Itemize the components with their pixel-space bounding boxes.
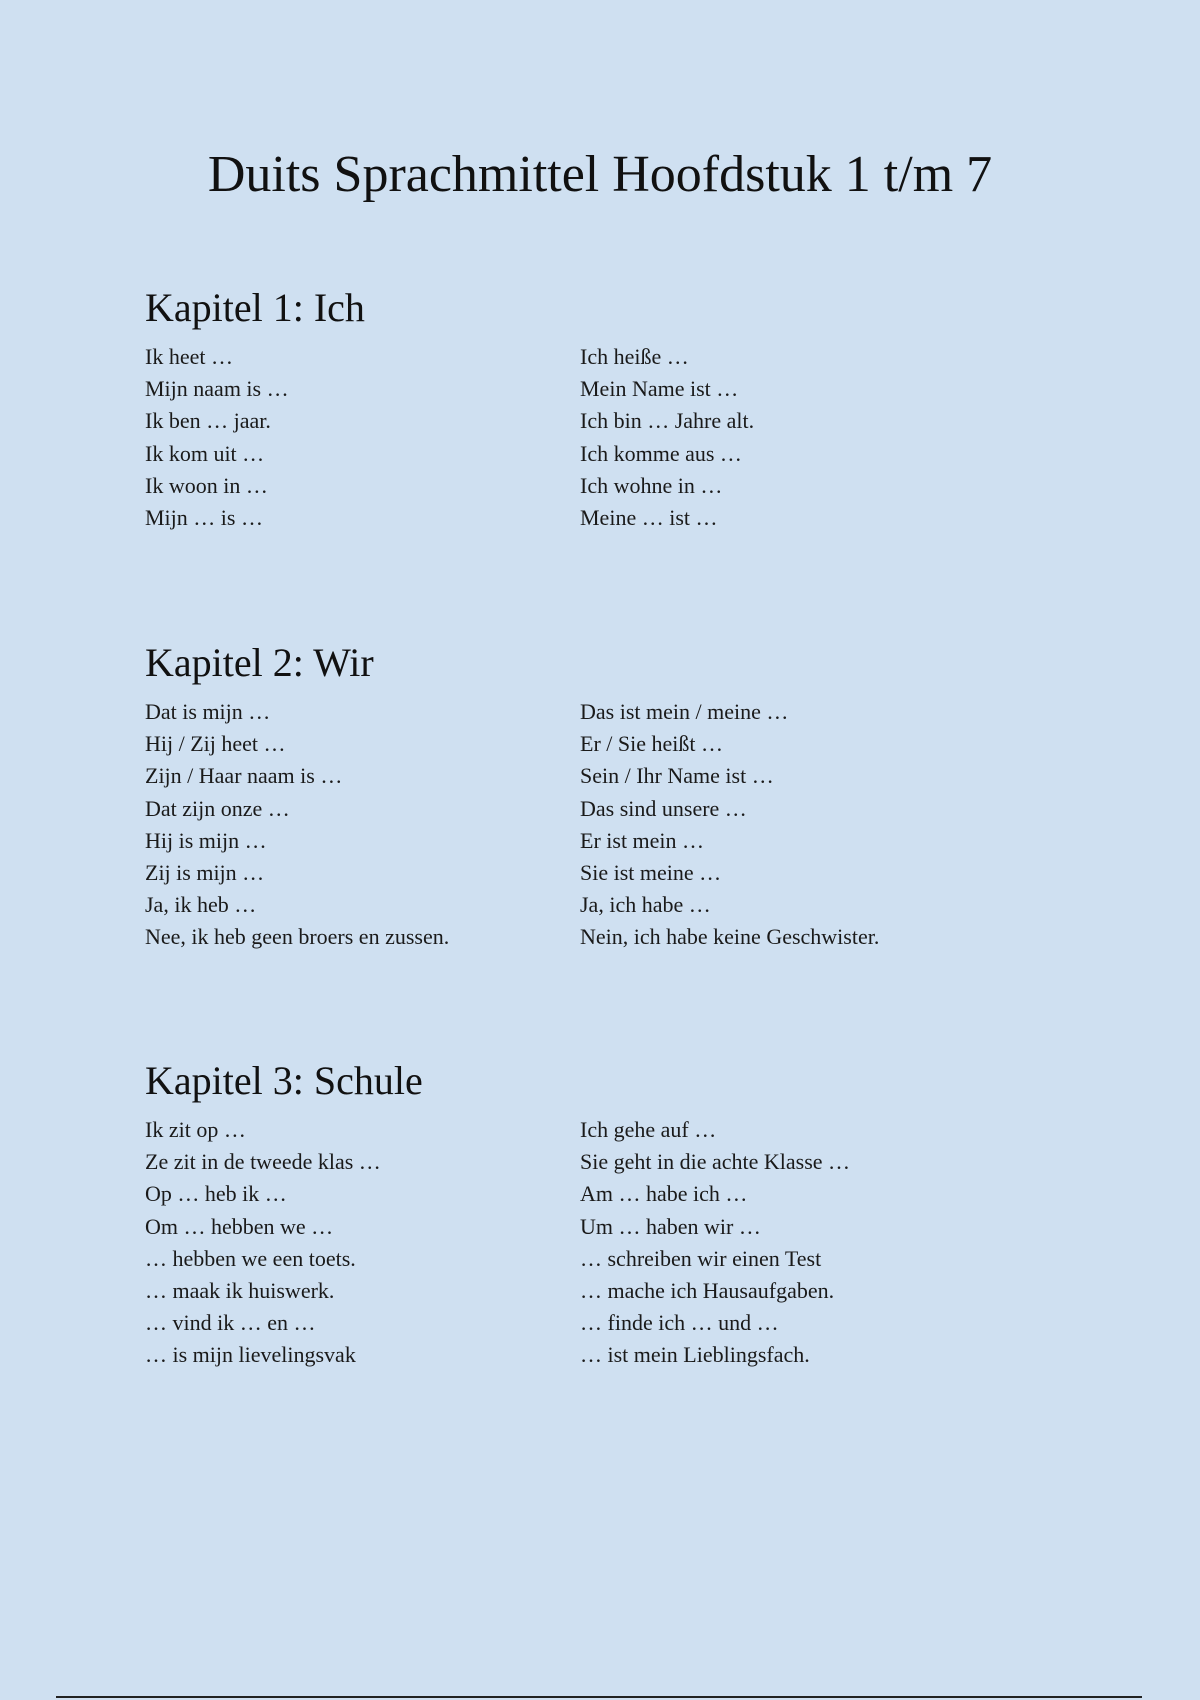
phrase-row [145,373,1045,405]
dutch-phrase: … is mijn lievelingsvak [145,1342,356,1368]
dutch-phrase: Dat zijn onze … [145,795,290,821]
german-phrase: Er ist mein … [580,827,705,853]
dutch-phrase: Zijn / Haar naam is … [145,763,343,789]
phrase-row [145,857,1045,889]
german-phrase: Nein, ich habe keine Geschwister. [580,924,880,950]
german-phrase: Das sind unsere … [580,795,747,821]
phrase-row [145,502,1045,534]
dutch-phrase: Ik ben … jaar. [145,408,271,434]
dutch-phrase: Mijn naam is … [145,376,289,402]
german-phrase: Meine … ist … [580,505,718,531]
phrase-row [145,1243,1045,1275]
german-phrase: Ich komme aus … [580,440,742,466]
phrase-row [145,438,1045,470]
dutch-phrase: Ja, ik heb … [145,892,257,918]
german-phrase: Ich gehe auf … [580,1117,717,1143]
phrase-row [145,921,1045,953]
dutch-phrase: Ik zit op … [145,1117,246,1143]
german-phrase: Ja, ich habe … [580,892,711,918]
section-heading: Kapitel 3: Schule [145,1058,423,1103]
phrase-row [145,1275,1045,1307]
dutch-phrase: Op … heb ik … [145,1181,287,1207]
phrase-row [145,1339,1045,1371]
phrase-row [145,889,1045,921]
dutch-phrase: Ik heet … [145,344,233,370]
dutch-phrase: … maak ik huiswerk. [145,1278,335,1304]
german-phrase: Ich wohne in … [580,472,723,498]
german-phrase: Ich bin … Jahre alt. [580,408,755,434]
phrase-row [145,1307,1045,1339]
german-phrase: Mein Name ist … [580,376,739,402]
page-title: Duits Sprachmittel Hoofdstuk 1 t/m 7 [207,146,993,203]
phrase-row [145,1211,1045,1243]
dutch-phrase: Dat is mijn … [145,699,271,725]
section-heading: Kapitel 1: Ich [145,285,365,330]
dutch-phrase: Ze zit in de tweede klas … [145,1149,381,1175]
german-phrase: … ist mein Lieblingsfach. [580,1342,810,1368]
phrase-row [145,793,1045,825]
phrase-row [145,696,1045,728]
german-phrase: Am … habe ich … [580,1181,748,1207]
german-phrase: Sie ist meine … [580,860,722,886]
dutch-phrase: Hij / Zij heet … [145,731,286,757]
phrase-row [145,825,1045,857]
page-bottom-rule [56,1696,1142,1698]
phrase-list [145,341,1045,534]
german-phrase: Das ist mein / meine … [580,699,789,725]
german-phrase: … finde ich … und … [580,1310,779,1336]
phrase-list [145,1114,1045,1372]
dutch-phrase: Hij is mijn … [145,827,267,853]
phrase-row [145,728,1045,760]
dutch-phrase: … hebben we een toets. [145,1245,356,1271]
dutch-phrase: Ik woon in … [145,472,268,498]
dutch-phrase: Zij is mijn … [145,860,265,886]
german-phrase: Sein / Ihr Name ist … [580,763,774,789]
dutch-phrase: … vind ik … en … [145,1310,316,1336]
dutch-phrase: Mijn … is … [145,505,263,531]
phrase-row [145,1114,1045,1146]
phrase-row [145,1178,1045,1210]
german-phrase: Um … haben wir … [580,1213,761,1239]
phrase-row [145,1146,1045,1178]
german-phrase: … schreiben wir einen Test [580,1245,822,1271]
dutch-phrase: Nee, ik heb geen broers en zussen. [145,924,450,950]
section-kapitel-3 [145,1058,1045,1372]
german-phrase: Sie geht in die achte Klasse … [580,1149,851,1175]
dutch-phrase: Ik kom uit … [145,440,265,466]
dutch-phrase: Om … hebben we … [145,1213,334,1239]
german-phrase: Ich heiße … [580,344,689,370]
phrase-row [145,405,1045,437]
phrase-row [145,760,1045,792]
section-kapitel-1 [145,285,1045,534]
section-kapitel-2 [145,640,1045,954]
section-heading: Kapitel 2: Wir [145,640,374,685]
phrase-row [145,341,1045,373]
german-phrase: Er / Sie heißt … [580,731,723,757]
german-phrase: … mache ich Hausaufgaben. [580,1278,835,1304]
phrase-row [145,470,1045,502]
phrase-list [145,696,1045,954]
